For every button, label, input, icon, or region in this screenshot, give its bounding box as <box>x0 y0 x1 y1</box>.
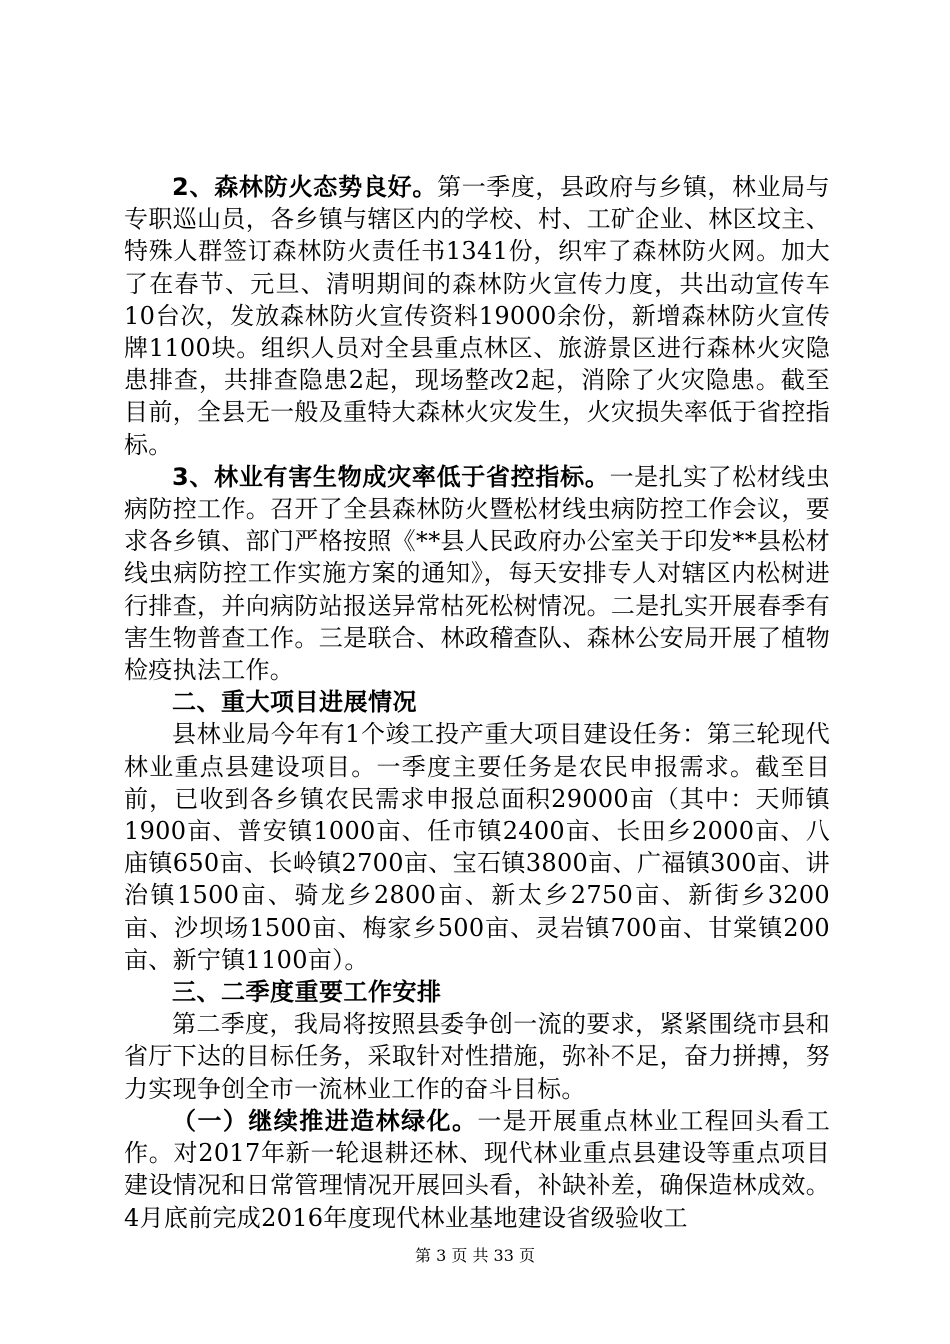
section-heading-q2-plan: 三、二季度重要工作安排 <box>172 978 442 1007</box>
paragraph-pest-control <box>124 461 830 686</box>
document-body <box>124 171 830 1234</box>
section-heading-major-projects: 二、重大项目进展情况 <box>172 688 417 717</box>
paragraph-q2-plan: 第二季度，我局将按照县委争创一流的要求，紧紧围绕市县和省厅下达的目标任务，采取针对性措施，弥补不足，奋力拼搏，努力实现争创全市一流林业工作的奋斗目标。 <box>124 1010 830 1103</box>
page-number-footer: 第 3 页 共 33 页 <box>415 1246 535 1265</box>
paragraph-lead: （一）继续推进造林绿化。 <box>172 1106 478 1135</box>
paragraph-lead: 2、森林防火态势良好。 <box>172 173 438 201</box>
paragraph-text: 一是扎实了松材线虫病防控工作。召开了全县森林防火暨松材线虫病防控工作会议，要求各乡镇、部门严格按照《**县人民政府办公室关于印发**县松材线虫病防控工作实施方案的通知》，每天安排专人对辖区内松树进行排查，并向病防站报送异常枯死松树情况。二是扎实开展春季有害生物普查工作。三是联合、林政稽查队、森林公安局开展了植物检疫执法工作。 <box>124 462 830 685</box>
paragraph-forest-fire <box>124 171 830 461</box>
paragraph-afforestation <box>124 1105 830 1234</box>
paragraph-text: 一是开展重点林业工程回头看工作。对2017年新一轮退耕还林、现代林业重点县建设等重点项目建设情况和日常管理情况开展回头看，补缺补差，确保造林成效。4月底前完成2016年度现代林业基地建设省级验收工 <box>124 1106 830 1232</box>
paragraph-lead: 3、林业有害生物成灾率低于省控指标。 <box>172 462 610 491</box>
paragraph-text: 第一季度，县政府与乡镇，林业局与专职巡山员，各乡镇与辖区内的学校、村、工矿企业、林区坟主、特殊人群签订森林防火责任书1341份，织牢了森林防火网。加大了在春节、元旦、清明期间的森林防火宣传力度，共出动宣传车10台次，发放森林防火宣传资料19000余份，新增森林防火宣传牌1100块。组织人员对全县重点林区、旅游景区进行森林火灾隐患排查，共排查隐患2起，现场整改2起，消除了火灾隐患。截至目前，全县无一般及重特大森林火灾发生，火灾损失率低于省控指标。 <box>124 173 830 459</box>
paragraph-major-projects: 县林业局今年有1个竣工投产重大项目建设任务：第三轮现代林业重点县建设项目。一季度主要任务是农民申报需求。截至目前，已收到各乡镇农民需求申报总面积29000亩（其中：天师镇1900亩、普安镇1000亩、任市镇2400亩、长田乡2000亩、八庙镇650亩、长岭镇2700亩、宝石镇3800亩、广福镇300亩、讲治镇1500亩、骑龙乡2800亩、新太乡2750亩、新街乡3200亩、沙坝场1500亩、梅家乡500亩、灵岩镇700亩、甘棠镇200亩、新宁镇1100亩）。 <box>124 720 830 974</box>
